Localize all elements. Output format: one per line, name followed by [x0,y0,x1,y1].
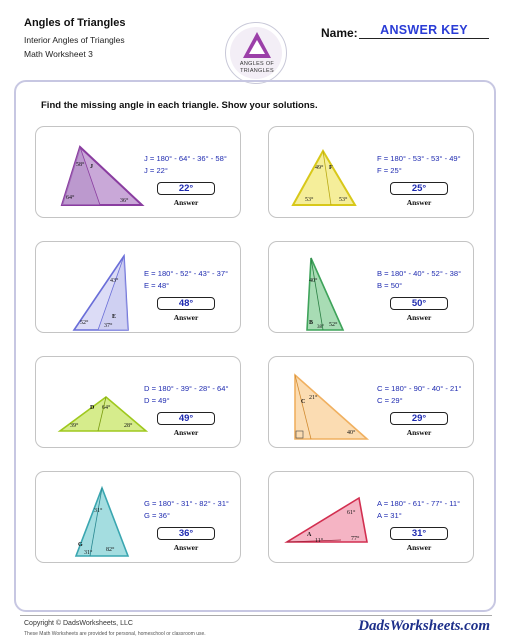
angle-label: 31° [84,550,93,556]
solution-line-1: C = 180° - 90° - 40° - 21° [377,384,462,393]
usage-notice: These Math Worksheets are provided for personal, homeschool or classroom use. [24,631,206,637]
problem-card-4 [268,241,474,333]
vertex-label: G [78,542,83,548]
instructions: Find the missing angle in each triangle. Show your solutions. [41,100,318,111]
problem-card-6 [268,356,474,448]
answer-box[interactable]: 22° [157,182,215,195]
name-line [359,38,489,39]
answer-key-text: ANSWER KEY [380,23,468,37]
solution-line-1: G = 180° - 31° - 82° - 31° [144,499,229,508]
angle-label: 37° [104,323,113,329]
solution-line-1: B = 180° - 40° - 52° - 38° [377,269,462,278]
angle-label: 36° [120,198,129,204]
angle-label: 82° [106,547,115,553]
problem-card-5 [35,356,241,448]
angle-label: 53° [339,197,348,203]
solution-line-2: J = 22° [144,166,168,175]
angle-label: 53° [305,197,314,203]
vertex-label: F [329,165,333,171]
answer-label: Answer [406,543,432,552]
worksheet-number: Math Worksheet 3 [24,49,93,59]
footer-divider [20,615,492,616]
answer-box[interactable]: 36° [157,527,215,540]
solution-line-2: B = 50° [377,281,403,290]
triangle-logo-icon [226,23,288,85]
topic-logo [225,22,287,84]
angle-label: 64° [66,195,75,201]
answer-box[interactable]: 29° [390,412,448,425]
answer-label: Answer [173,543,199,552]
problem-card-8 [268,471,474,563]
vertex-label: C [301,399,306,405]
vertex-label: A [307,532,312,538]
answer-box[interactable]: 25° [390,182,448,195]
vertex-label: D [90,405,95,411]
answer-box[interactable]: 49° [157,412,215,425]
angle-label: 52° [80,320,89,326]
logo-text-line2: TRIANGLES [240,68,274,74]
copyright: Copyright © DadsWorksheets, LLC [24,620,133,627]
solution-line-1: D = 180° - 39° - 28° - 64° [144,384,229,393]
vertex-label: E [112,314,117,320]
angle-label: 40° [347,430,356,436]
answer-box[interactable]: 50° [390,297,448,310]
brand-logo[interactable]: DadsWorksheets.com [358,618,490,634]
answer-label: Answer [173,198,199,207]
solution-line-1: E = 180° - 52° - 43° - 37° [144,269,229,278]
solution-line-1: F = 180° - 53° - 53° - 49° [377,154,461,163]
angle-label: 28° [124,423,133,429]
angle-label: 77° [351,536,360,542]
answer-label: Answer [406,198,432,207]
angle-label: 21° [309,395,318,401]
angle-label: 38° [317,325,324,330]
angle-label: 39° [70,423,79,429]
answer-label: Answer [406,313,432,322]
solution-line-1: A = 180° - 61° - 77° - 11° [377,499,461,508]
vertex-label: B [309,320,314,326]
page-title: Angles of Triangles [24,17,126,29]
solution-line-1: J = 180° - 64° - 36° - 58° [144,154,227,163]
angle-label: 58° [76,162,85,168]
answer-label: Answer [173,428,199,437]
answer-label: Answer [406,428,432,437]
problem-card-3 [35,241,241,333]
solution-line-2: F = 25° [377,166,402,175]
problem-card-1 [35,126,241,218]
name-label: Name: [321,26,358,40]
angle-label: 52° [329,322,338,328]
angle-label: 43° [110,278,119,284]
angle-label: 64° [102,405,111,411]
problem-card-7 [35,471,241,563]
angle-label: 11° [315,538,324,544]
answer-box[interactable]: 48° [157,297,215,310]
solution-line-2: A = 31° [377,511,402,520]
solution-line-2: C = 29° [377,396,403,405]
page-subtitle: Interior Angles of Triangles [24,35,125,45]
angle-label: 61° [347,510,356,516]
answer-box[interactable]: 31° [390,527,448,540]
solution-line-2: D = 49° [144,396,170,405]
logo-text-line1: ANGLES OF [239,61,275,67]
solution-line-2: G = 36° [144,511,171,520]
problem-card-2 [268,126,474,218]
angle-label: 49° [315,165,324,171]
vertex-label: J [90,164,93,170]
answer-label: Answer [173,313,199,322]
solution-line-2: E = 48° [144,281,170,290]
angle-label: 31° [94,508,103,514]
angle-label: 40° [309,278,318,284]
